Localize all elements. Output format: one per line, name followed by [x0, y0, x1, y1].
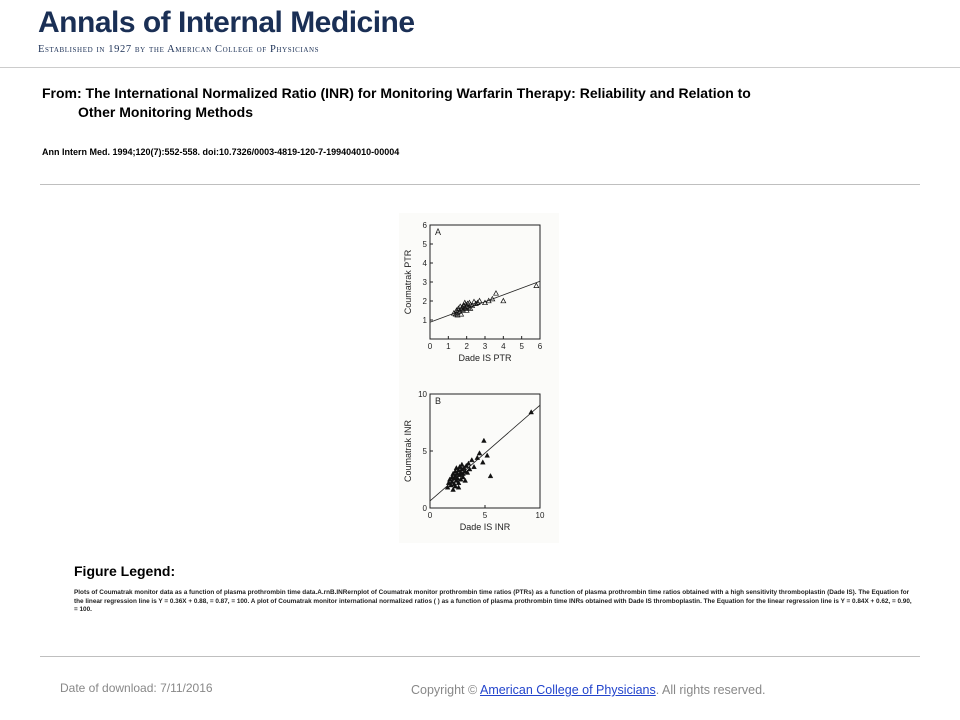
- panel-a-x-axis-label: Dade IS PTR: [458, 353, 512, 363]
- article-title-line2: Other Monitoring Methods: [78, 104, 253, 120]
- panel-b-data-point: [477, 451, 482, 455]
- panel-a-xtick-label: 2: [464, 342, 469, 351]
- acp-link[interactable]: American College of Physicians: [479, 683, 656, 697]
- panel-a-panel-label: A: [435, 227, 442, 237]
- divider-top: [40, 184, 920, 185]
- download-date-value: 7/11/2016: [160, 681, 213, 695]
- panel-b-data-point: [460, 462, 465, 466]
- panel-a-xtick-label: 1: [446, 342, 451, 351]
- panel-a-data-point: [534, 283, 539, 287]
- panel-b-ytick-label: 5: [422, 447, 427, 456]
- panel-b-y-axis-label: Coumatrak INR: [403, 419, 413, 483]
- panel-b-data-point: [488, 473, 493, 477]
- panel-b-ytick-label: 0: [422, 504, 427, 513]
- article-title: [42, 84, 882, 122]
- figure-legend-heading: Figure Legend:: [74, 563, 176, 579]
- panel-a-xtick-label: 6: [537, 342, 543, 351]
- panel-a-plot-frame: [430, 225, 540, 339]
- panel-b-data-point: [475, 455, 480, 459]
- journal-banner: [0, 0, 960, 68]
- journal-tagline: Established in 1927 by the American College of Physicians: [38, 44, 320, 55]
- panel-b-data-point: [469, 458, 474, 462]
- panel-b-data-point: [480, 460, 485, 464]
- panel-b-xtick-label: 10: [535, 511, 545, 520]
- copyright-prefix: Copyright ©: [411, 683, 478, 697]
- article-citation: Ann Intern Med. 1994;120(7):552-558. doi:10.7326/0003-4819-120-7-199404010-00004: [42, 147, 400, 157]
- panel-a-ytick-label: 2: [422, 297, 427, 306]
- download-date-label: Date of download:: [60, 681, 157, 695]
- copyright-suffix: . All rights reserved.: [655, 683, 766, 697]
- panel-b-panel-label: B: [435, 396, 442, 406]
- article-title-line1: From: The International Normalized Ratio (INR) for Monitoring Warfarin Therapy: Reliability and Relation to: [42, 85, 751, 101]
- panel-b-x-axis-label: Dade IS INR: [459, 522, 511, 532]
- banner-divider: [0, 67, 960, 68]
- panel-a-ytick-label: 6: [422, 221, 427, 230]
- panel-a-y-axis-label: Coumatrak PTR: [403, 249, 413, 315]
- panel-a-data-point: [494, 291, 499, 295]
- figure-legend-text: Plots of Coumatrak monitor data as a function of plasma prothrombin time data.A.rnB.INRernplot of Coumatrak monitor prothrombin time ratios (PTRs) as a function of plasma prothrombin time ratios obtained with a high sensitivity thromboplastin (Dade IS). The Equation for the linear regression line is Y = 0.36X + 0.88, = 0.87, = 100. A plot of Coumatrak monitor international normalized ratios ( ) as a function of plasma prothrombin time INRs obtained with Dade IS thromboplastin. The Equation for the linear regression line is Y = 0.84X + 0.62, = 0.90, = 100.: [74, 589, 912, 613]
- panel-b-ytick-label: 10: [418, 390, 427, 399]
- panel-b-plot-frame: [430, 394, 540, 508]
- panel-a-xtick-label: 0: [427, 342, 433, 351]
- panel-a-data-point: [501, 298, 506, 302]
- panel-a-xtick-label: 3: [482, 342, 488, 351]
- panel-a-xtick-label: 5: [519, 342, 524, 351]
- panel-b-data-point: [472, 464, 477, 468]
- download-date: [60, 681, 213, 695]
- panel-b-data-point: [482, 438, 487, 442]
- panel-a-ytick-label: 5: [422, 240, 427, 249]
- panel-a-ytick-label: 3: [422, 278, 427, 287]
- panel-a-ytick-label: 1: [422, 316, 427, 325]
- copyright-notice: [411, 683, 766, 697]
- panel-a-xtick-label: 4: [501, 342, 506, 351]
- journal-name: Annals of Internal Medicine: [38, 6, 415, 39]
- figure-svg: [399, 213, 559, 543]
- divider-bottom: [40, 656, 920, 657]
- panel-a-ytick-label: 4: [422, 259, 427, 268]
- panel-a-regression-line: [430, 281, 540, 322]
- panel-b-xtick-label: 5: [482, 511, 488, 520]
- panel-b-xtick-label: 0: [427, 511, 433, 520]
- figure-image: [399, 213, 559, 543]
- panel-b-data-point: [485, 453, 490, 457]
